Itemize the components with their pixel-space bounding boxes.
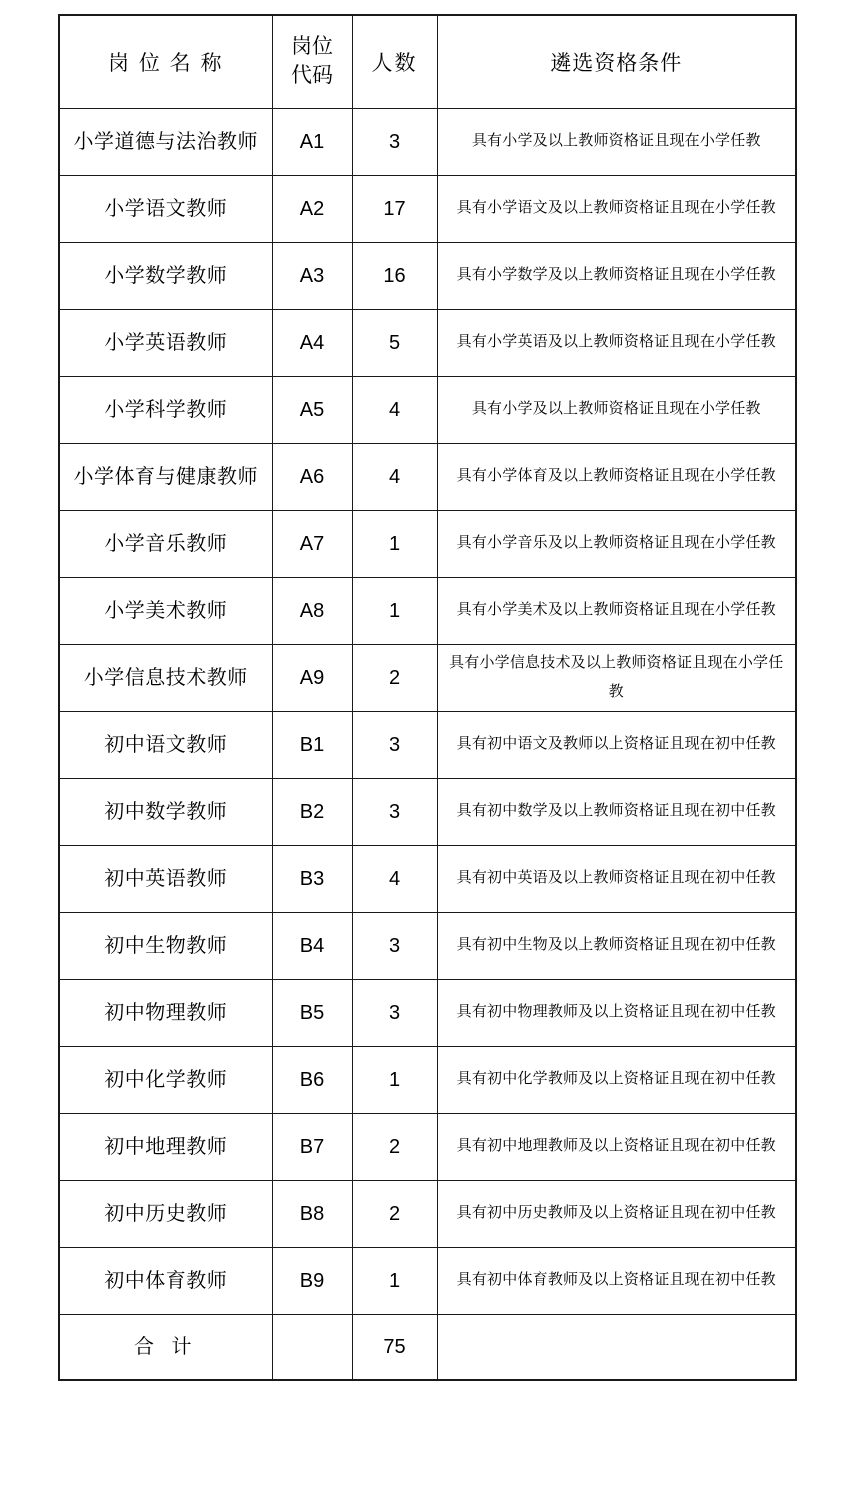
cell-condition: 具有小学及以上教师资格证且现在小学任教 — [437, 108, 796, 175]
cell-position-code: B5 — [272, 979, 352, 1046]
cell-position-name: 小学数学教师 — [59, 242, 272, 309]
cell-count: 4 — [352, 376, 437, 443]
cell-position-code: A4 — [272, 309, 352, 376]
cell-position-name: 小学音乐教师 — [59, 510, 272, 577]
cell-condition: 具有初中物理教师及以上资格证且现在初中任教 — [437, 979, 796, 1046]
job-positions-table — [58, 14, 797, 1381]
table-row — [59, 1113, 796, 1180]
header-row — [59, 15, 796, 108]
cell-count: 1 — [352, 577, 437, 644]
column-header-count: 人数 — [352, 15, 437, 108]
cell-condition: 具有初中化学教师及以上资格证且现在初中任教 — [437, 1046, 796, 1113]
cell-count: 2 — [352, 1113, 437, 1180]
table-row — [59, 443, 796, 510]
cell-position-code: B3 — [272, 845, 352, 912]
table-header — [59, 15, 796, 108]
cell-count: 2 — [352, 644, 437, 711]
cell-total-code — [272, 1314, 352, 1380]
table-row — [59, 845, 796, 912]
column-header-position-name: 岗 位 名 称 — [59, 15, 272, 108]
cell-total-condition — [437, 1314, 796, 1380]
cell-count: 4 — [352, 845, 437, 912]
table-row — [59, 644, 796, 711]
cell-position-name: 小学美术教师 — [59, 577, 272, 644]
cell-position-name: 初中地理教师 — [59, 1113, 272, 1180]
cell-position-code: B4 — [272, 912, 352, 979]
table-row — [59, 1046, 796, 1113]
cell-position-name: 初中生物教师 — [59, 912, 272, 979]
table-row — [59, 1247, 796, 1314]
cell-condition: 具有初中体育教师及以上资格证且现在初中任教 — [437, 1247, 796, 1314]
table-row — [59, 242, 796, 309]
cell-count: 17 — [352, 175, 437, 242]
cell-position-code: B9 — [272, 1247, 352, 1314]
cell-position-code: B2 — [272, 778, 352, 845]
cell-position-code: B7 — [272, 1113, 352, 1180]
cell-position-name: 初中物理教师 — [59, 979, 272, 1046]
cell-condition: 具有初中历史教师及以上资格证且现在初中任教 — [437, 1180, 796, 1247]
cell-position-code: A8 — [272, 577, 352, 644]
cell-position-code: A2 — [272, 175, 352, 242]
cell-condition: 具有小学信息技术及以上教师资格证且现在小学任教 — [437, 644, 796, 711]
cell-count: 1 — [352, 1046, 437, 1113]
table-row — [59, 711, 796, 778]
cell-condition: 具有初中生物及以上教师资格证且现在初中任教 — [437, 912, 796, 979]
cell-position-name: 初中数学教师 — [59, 778, 272, 845]
cell-count: 3 — [352, 778, 437, 845]
table-row — [59, 309, 796, 376]
cell-position-code: A5 — [272, 376, 352, 443]
table-row — [59, 175, 796, 242]
cell-count: 3 — [352, 108, 437, 175]
table-row — [59, 912, 796, 979]
cell-count: 1 — [352, 510, 437, 577]
column-header-condition: 遴选资格条件 — [437, 15, 796, 108]
cell-total-count: 75 — [352, 1314, 437, 1380]
table-row — [59, 108, 796, 175]
cell-position-code: A6 — [272, 443, 352, 510]
cell-count: 4 — [352, 443, 437, 510]
cell-count: 3 — [352, 979, 437, 1046]
cell-position-name: 初中化学教师 — [59, 1046, 272, 1113]
cell-condition: 具有小学语文及以上教师资格证且现在小学任教 — [437, 175, 796, 242]
table-row — [59, 979, 796, 1046]
table-total-row — [59, 1314, 796, 1380]
cell-count: 3 — [352, 912, 437, 979]
cell-position-code: A7 — [272, 510, 352, 577]
cell-position-name: 初中体育教师 — [59, 1247, 272, 1314]
table-row — [59, 1180, 796, 1247]
cell-condition: 具有初中语文及教师以上资格证且现在初中任教 — [437, 711, 796, 778]
cell-condition: 具有初中数学及以上教师资格证且现在初中任教 — [437, 778, 796, 845]
cell-position-name: 初中语文教师 — [59, 711, 272, 778]
cell-condition: 具有初中地理教师及以上资格证且现在初中任教 — [437, 1113, 796, 1180]
cell-count: 1 — [352, 1247, 437, 1314]
cell-position-name: 小学科学教师 — [59, 376, 272, 443]
table-row — [59, 577, 796, 644]
cell-count: 5 — [352, 309, 437, 376]
cell-position-code: A9 — [272, 644, 352, 711]
cell-position-name: 初中历史教师 — [59, 1180, 272, 1247]
cell-condition: 具有小学及以上教师资格证且现在小学任教 — [437, 376, 796, 443]
cell-condition: 具有小学英语及以上教师资格证且现在小学任教 — [437, 309, 796, 376]
cell-condition: 具有小学数学及以上教师资格证且现在小学任教 — [437, 242, 796, 309]
cell-position-code: B6 — [272, 1046, 352, 1113]
table-body — [59, 108, 796, 1380]
cell-position-name: 初中英语教师 — [59, 845, 272, 912]
cell-position-code: B8 — [272, 1180, 352, 1247]
table-row — [59, 376, 796, 443]
cell-count: 3 — [352, 711, 437, 778]
cell-position-name: 小学道德与法治教师 — [59, 108, 272, 175]
column-header-position-code-line2: 代码 — [291, 63, 333, 87]
cell-condition: 具有小学音乐及以上教师资格证且现在小学任教 — [437, 510, 796, 577]
cell-position-name: 小学体育与健康教师 — [59, 443, 272, 510]
cell-condition: 具有初中英语及以上教师资格证且现在初中任教 — [437, 845, 796, 912]
cell-count: 16 — [352, 242, 437, 309]
cell-total-label: 合 计 — [59, 1314, 272, 1380]
cell-position-code: A1 — [272, 108, 352, 175]
cell-count: 2 — [352, 1180, 437, 1247]
column-header-position-code-line1: 岗位 — [291, 35, 333, 59]
table-row — [59, 510, 796, 577]
cell-position-name: 小学信息技术教师 — [59, 644, 272, 711]
cell-condition: 具有小学体育及以上教师资格证且现在小学任教 — [437, 443, 796, 510]
cell-condition: 具有小学美术及以上教师资格证且现在小学任教 — [437, 577, 796, 644]
cell-position-code: A3 — [272, 242, 352, 309]
cell-position-name: 小学语文教师 — [59, 175, 272, 242]
cell-position-code: B1 — [272, 711, 352, 778]
column-header-position-code — [272, 15, 352, 108]
cell-position-name: 小学英语教师 — [59, 309, 272, 376]
table-row — [59, 778, 796, 845]
